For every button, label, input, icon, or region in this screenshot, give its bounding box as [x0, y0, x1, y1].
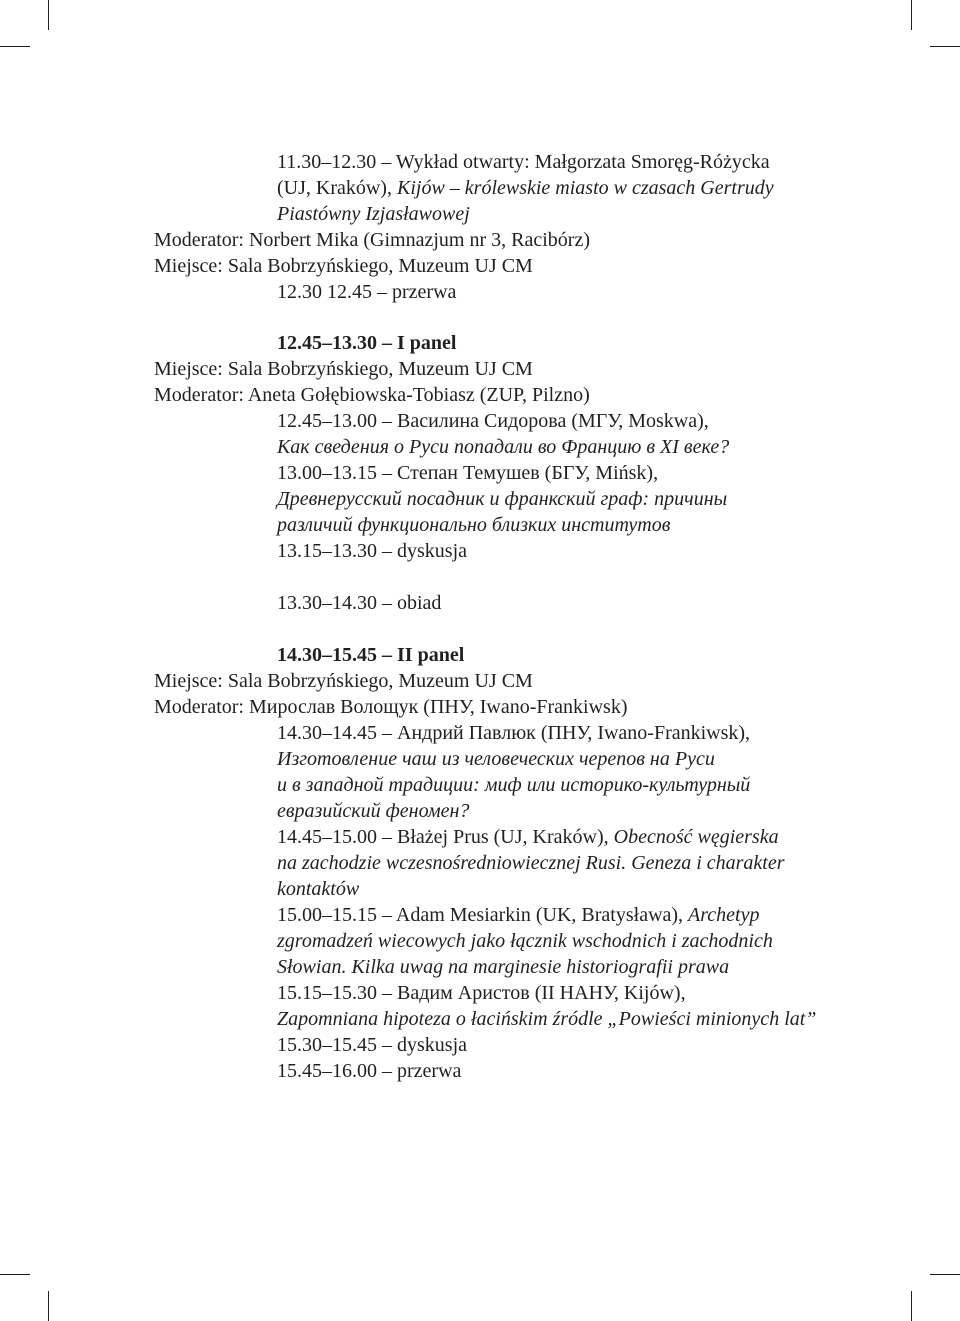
panel2-place: Miejsce: Sala Bobrzyńskiego, Muzeum UJ CM	[154, 670, 533, 692]
crop-mark-top-right	[911, 0, 912, 30]
panel2-talk4-speaker: – Вадим Аристов (ІІ НАНУ, Kijów),	[377, 982, 686, 1004]
panel2-talk3-title: Archetyp	[688, 904, 760, 926]
lecture-title-continued: Piastówny Izjasławowej	[277, 203, 470, 225]
crop-mark-top-left	[48, 0, 49, 30]
panel1-talk1-title: Как сведения о Руси попадали во Францию в XI веке?	[277, 436, 730, 458]
lecture-title: Kijów – królewskie miasto w czasach Gertrudy	[396, 177, 774, 199]
panel2-talk1-title: Изготовление чаш из человеческих черепов на Руси	[277, 748, 715, 770]
panel2-talk3-title-2: zgromadzeń wiecowych jako łącznik wschodnich i zachodnich	[277, 930, 773, 952]
panel2-talk2-speaker: – Błażej Prus (UJ, Kraków),	[377, 826, 614, 848]
lecture-affiliation: (UJ, Kraków),	[277, 177, 397, 199]
panel2-talk1-speaker: – Андрий Павлюк (ПНУ, Iwano-Frankiwsk),	[377, 722, 751, 744]
panel1-discussion: 13.15–13.30 – dyskusja	[277, 540, 467, 562]
panel2-heading: 14.30–15.45 – II panel	[277, 644, 465, 666]
panel1-talk1-time: 12.45–13.00	[277, 410, 377, 432]
panel1-talk1	[277, 408, 709, 434]
panel2-talk1	[277, 720, 750, 746]
panel2-talk1-title-3: евразийский феномен?	[277, 800, 470, 822]
panel2-moderator: Moderator: Мирослав Волощук (ПНУ, Iwano-Frankiwsk)	[154, 696, 628, 718]
panel1-talk2-title-continued: различий функционально близких институтов	[277, 514, 671, 536]
panel2-talk4-time: 15.15–15.30	[277, 982, 377, 1004]
panel2-talk2-title: Obecność węgierska	[613, 826, 779, 848]
panel2-discussion: 15.30–15.45 – dyskusja	[277, 1034, 467, 1056]
lunch-break: 13.30–14.30 – obiad	[277, 592, 442, 614]
session1-break: 12.30 12.45 – przerwa	[277, 281, 457, 303]
crop-mark-top-right-h	[930, 46, 960, 47]
session1-place: Miejsce: Sala Bobrzyńskiego, Muzeum UJ CM	[154, 255, 533, 277]
lecture-intro: – Wykład otwarty: Małgorzata Smoręg-Różycka	[376, 151, 770, 173]
lecture-line-2	[277, 175, 774, 201]
panel2-talk2-time: 14.45–15.00	[277, 826, 377, 848]
panel2-talk3	[277, 902, 760, 928]
panel1-talk1-speaker: – Василина Сидорова (МГУ, Moskwa),	[377, 410, 709, 432]
crop-mark-bottom-right-h	[930, 1274, 960, 1275]
crop-mark-bottom-left	[48, 1291, 49, 1321]
lecture-line	[277, 149, 770, 175]
panel2-break: 15.45–16.00 – przerwa	[277, 1060, 462, 1082]
panel1-talk2-speaker: – Степан Темушев (БГУ, Mińsk),	[377, 462, 659, 484]
panel1-heading: 12.45–13.30 – I panel	[277, 332, 457, 354]
panel1-talk2-time: 13.00–13.15	[277, 462, 377, 484]
panel1-talk2-title: Древнерусский посадник и франкский граф: причины	[277, 488, 728, 510]
panel2-talk3-speaker: – Adam Mesiarkin (UK, Bratysława),	[377, 904, 689, 926]
panel2-talk2-title-2: na zachodzie wczesnośredniowiecznej Rusi. Geneza i charakter	[277, 852, 785, 874]
panel2-talk3-title-3: Słowian. Kilka uwag na marginesie historiografii prawa	[277, 956, 730, 978]
panel2-talk2-title-3: kontaktów	[277, 878, 360, 900]
session1-moderator: Moderator: Norbert Mika (Gimnazjum nr 3, Racibórz)	[154, 229, 590, 251]
panel2-talk4	[277, 980, 686, 1006]
panel1-talk2	[277, 460, 658, 486]
panel2-talk1-time: 14.30–14.45	[277, 722, 377, 744]
panel1-place: Miejsce: Sala Bobrzyńskiego, Muzeum UJ CM	[154, 358, 533, 380]
panel2-talk1-title-2: и в западной традиции: миф или историко-культурный	[277, 774, 751, 796]
crop-mark-top-left-h	[0, 46, 30, 47]
panel2-talk3-time: 15.00–15.15	[277, 904, 377, 926]
panel1-moderator: Moderator: Aneta Gołębiowska-Tobiasz (ZUP, Pilzno)	[154, 384, 590, 406]
crop-mark-bottom-left-h	[0, 1274, 30, 1275]
lecture-time: 11.30–12.30	[277, 151, 377, 173]
crop-mark-bottom-right	[911, 1291, 912, 1321]
panel2-talk4-title: Zapomniana hipoteza o łacińskim źródle „Powieści minionych lat”	[277, 1008, 817, 1030]
panel2-talk2	[277, 824, 779, 850]
